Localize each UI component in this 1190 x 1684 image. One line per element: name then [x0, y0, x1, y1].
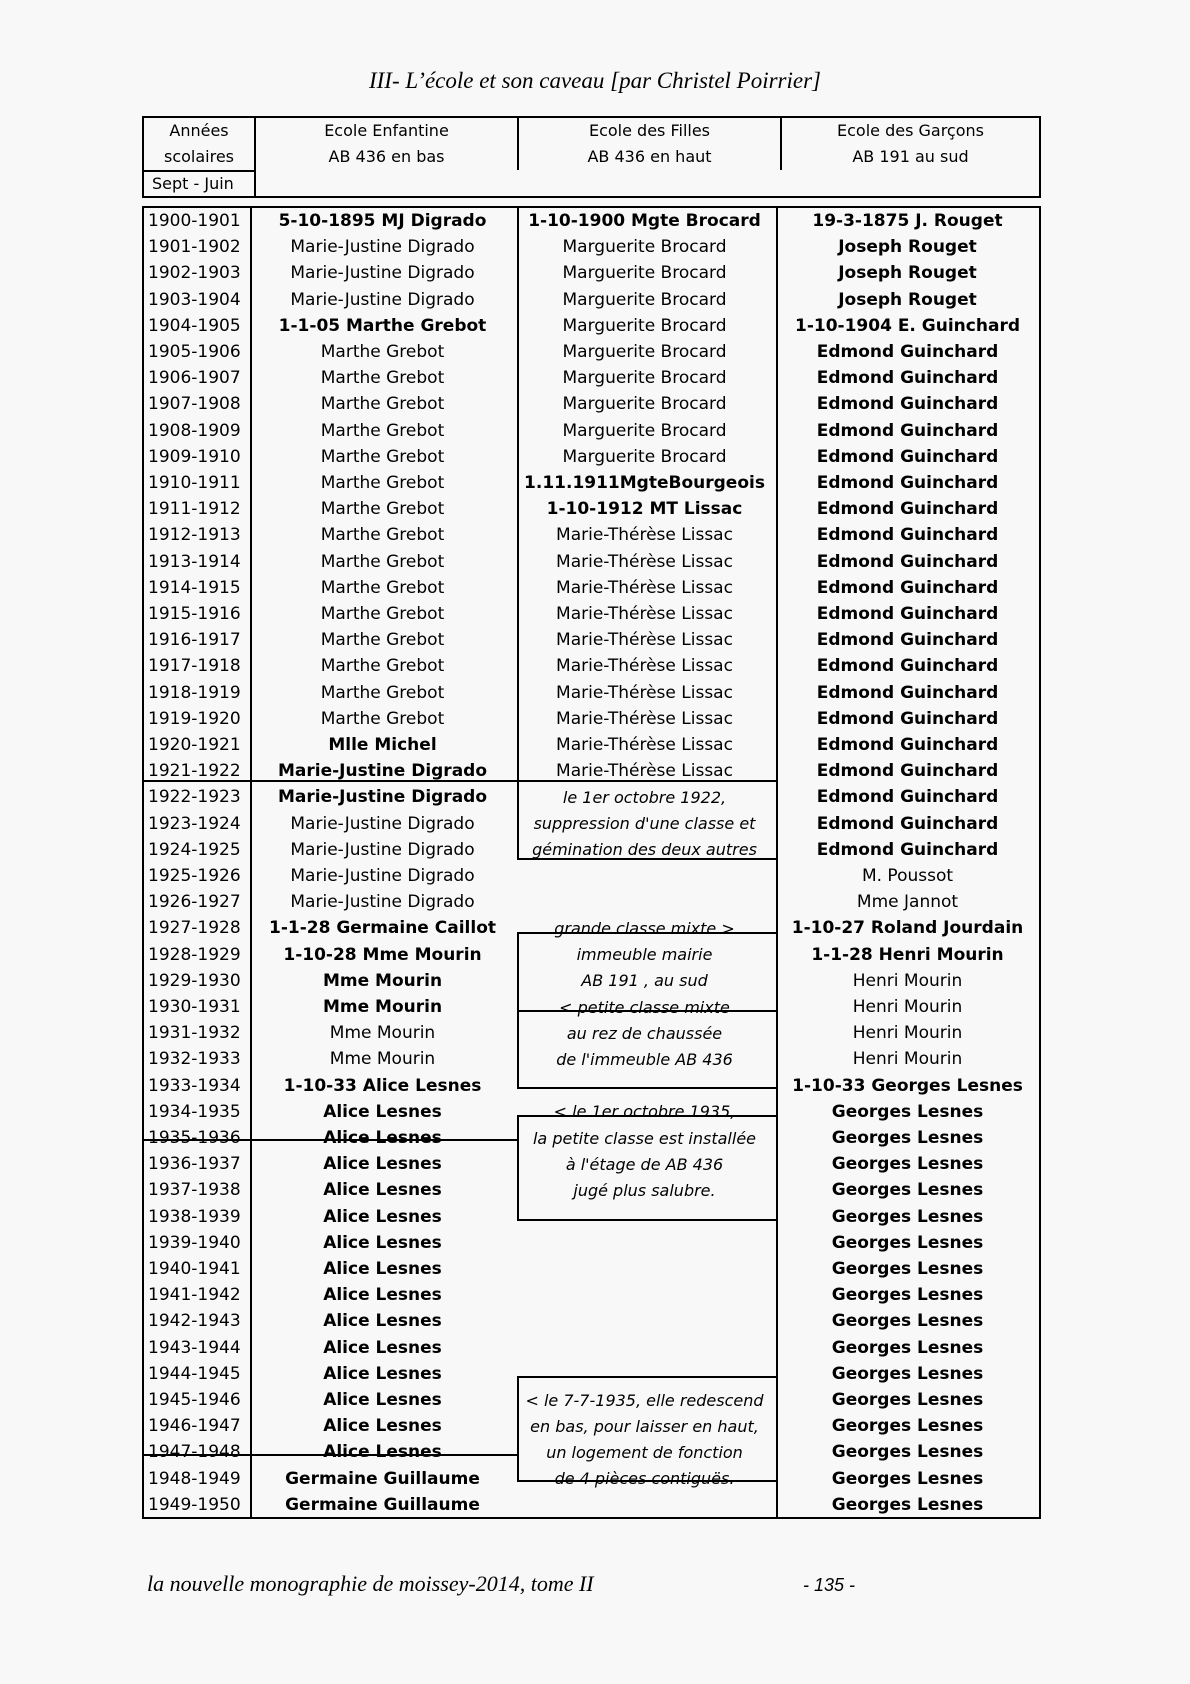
filles-cell: immeuble mairie	[576, 945, 713, 965]
enfantine-cell: Alice Lesnes	[323, 1206, 442, 1227]
table-row	[144, 1282, 1039, 1308]
year-cell: 1909-1910	[148, 446, 241, 467]
table-row	[144, 627, 1039, 653]
year-cell: 1934-1935	[148, 1101, 241, 1122]
year-cell: 1942-1943	[148, 1311, 241, 1332]
enfantine-cell: Alice Lesnes	[323, 1128, 442, 1149]
enfantine-cell: Marthe Grebot	[320, 656, 445, 677]
year-cell: 1910-1911	[148, 473, 241, 494]
filles-cell: Marguerite Brocard	[562, 446, 727, 467]
enfantine-cell: 1-10-28 Mme Mourin	[283, 944, 482, 965]
table-row	[144, 994, 1039, 1020]
garcons-cell: Edmond Guinchard	[816, 551, 999, 572]
year-cell: 1936-1937	[148, 1154, 241, 1175]
garcons-cell: Georges Lesnes	[831, 1180, 984, 1201]
enfantine-cell: Alice Lesnes	[323, 1442, 442, 1463]
header-period: Sept - Juin	[144, 170, 256, 196]
garcons-cell: Edmond Guinchard	[816, 708, 999, 729]
year-cell: 1941-1942	[148, 1285, 241, 1306]
table-row	[144, 1439, 1039, 1465]
header-garcons-line1: Ecole des Garçons	[837, 121, 984, 140]
filles-cell: Marguerite Brocard	[562, 342, 727, 363]
enfantine-cell: Marthe Grebot	[320, 420, 445, 441]
year-cell: 1947-1948	[148, 1442, 241, 1463]
header-years	[144, 118, 256, 170]
enfantine-cell: Marie-Justine Digrado	[277, 787, 488, 808]
filles-cell: jugé plus salubre.	[573, 1180, 716, 1200]
garcons-cell: Georges Lesnes	[831, 1128, 984, 1149]
enfantine-cell: Mme Mourin	[322, 970, 443, 991]
footer-text: la nouvelle monographie de moissey-2014, tome II	[147, 1571, 594, 1596]
garcons-cell: Georges Lesnes	[831, 1285, 984, 1306]
table-row	[144, 522, 1039, 548]
garcons-cell: Edmond Guinchard	[816, 761, 999, 782]
year-cell: 1920-1921	[148, 735, 241, 756]
table-row	[144, 1308, 1039, 1334]
garcons-cell: Edmond Guinchard	[816, 577, 999, 598]
garcons-cell: Henri Mourin	[852, 997, 963, 1018]
enfantine-cell: Alice Lesnes	[323, 1285, 442, 1306]
enfantine-cell: Marthe Grebot	[320, 630, 445, 651]
year-cell: 1946-1947	[148, 1416, 241, 1437]
header-ecole-filles	[519, 118, 782, 170]
year-cell: 1922-1923	[148, 787, 241, 808]
year-cell: 1933-1934	[148, 1075, 241, 1096]
garcons-cell: Georges Lesnes	[831, 1390, 984, 1411]
year-cell: 1914-1915	[148, 577, 241, 598]
table-row	[144, 208, 1039, 234]
garcons-cell: 1-10-1904 E. Guinchard	[794, 315, 1020, 336]
filles-cell: le 1er octobre 1922,	[562, 787, 727, 807]
table-row	[144, 339, 1039, 365]
enfantine-cell: 1-1-05 Marthe Grebot	[278, 315, 487, 336]
table-row	[144, 575, 1039, 601]
table-row	[144, 1046, 1039, 1072]
year-cell: 1908-1909	[148, 420, 241, 441]
filles-cell: un logement de fonction	[546, 1442, 743, 1462]
table-row	[144, 601, 1039, 627]
table-row	[144, 365, 1039, 391]
garcons-cell: Henri Mourin	[852, 1049, 963, 1070]
enfantine-cell: Marthe Grebot	[320, 604, 445, 625]
year-cell: 1919-1920	[148, 708, 241, 729]
header-years-line2: scolaires	[163, 147, 235, 166]
year-cell: 1945-1946	[148, 1390, 241, 1411]
filles-cell: 1.11.1911MgteBourgeois	[524, 473, 765, 494]
garcons-cell: Edmond Guinchard	[816, 813, 999, 834]
table-row	[144, 1230, 1039, 1256]
year-cell: 1907-1908	[148, 394, 241, 415]
garcons-cell: Edmond Guinchard	[816, 630, 999, 651]
table-row	[144, 1020, 1039, 1046]
year-cell: 1903-1904	[148, 289, 241, 310]
table-row	[144, 1125, 1039, 1151]
year-cell: 1924-1925	[148, 839, 241, 860]
enfantine-cell: Alice Lesnes	[323, 1416, 442, 1437]
schools-table	[142, 206, 1041, 1519]
table-row	[144, 1204, 1039, 1230]
filles-cell: < le 1er octobre 1935,	[553, 1102, 736, 1122]
garcons-cell: Joseph Rouget	[838, 237, 977, 258]
filles-cell: Marguerite Brocard	[562, 263, 727, 284]
filles-cell: Marie-Thérèse Lissac	[556, 682, 733, 703]
enfantine-cell: Marie-Justine Digrado	[277, 761, 488, 782]
garcons-cell: Edmond Guinchard	[816, 839, 999, 860]
garcons-cell: Joseph Rouget	[838, 289, 977, 310]
year-cell: 1912-1913	[148, 525, 241, 546]
filles-cell: Marie-Thérèse Lissac	[556, 604, 733, 625]
filles-cell: Marie-Thérèse Lissac	[556, 656, 733, 677]
year-cell: 1913-1914	[148, 551, 241, 572]
enfantine-cell: Alice Lesnes	[323, 1337, 442, 1358]
garcons-cell: Mme Jannot	[856, 892, 959, 913]
filles-cell: Marguerite Brocard	[562, 289, 727, 310]
table-row	[144, 1413, 1039, 1439]
enfantine-cell: Marthe Grebot	[320, 551, 445, 572]
table-row	[144, 1387, 1039, 1413]
year-cell: 1916-1917	[148, 630, 241, 651]
garcons-cell: 1-10-27 Roland Jourdain	[791, 918, 1024, 939]
year-cell: 1925-1926	[148, 866, 241, 887]
enfantine-cell: Alice Lesnes	[323, 1390, 442, 1411]
enfantine-cell: 1-1-28 Germaine Caillot	[268, 918, 496, 939]
filles-cell: de 4 pièces contiguës.	[554, 1469, 735, 1489]
filles-cell: Marguerite Brocard	[562, 315, 727, 336]
enfantine-cell: Mme Mourin	[322, 997, 443, 1018]
year-cell: 1927-1928	[148, 918, 241, 939]
enfantine-cell: Alice Lesnes	[323, 1180, 442, 1201]
filles-cell: Marguerite Brocard	[562, 420, 727, 441]
garcons-cell: 1-10-33 Georges Lesnes	[792, 1075, 1023, 1096]
year-cell: 1900-1901	[148, 211, 241, 232]
page-title: III- L’école et son caveau [par Christel Poirrier]	[368, 68, 822, 93]
enfantine-cell: Marie-Justine Digrado	[290, 813, 475, 834]
enfantine-cell: Marthe Grebot	[320, 577, 445, 598]
table-row	[144, 287, 1039, 313]
enfantine-cell: Alice Lesnes	[323, 1259, 442, 1280]
table-row	[144, 1492, 1039, 1518]
garcons-cell: Georges Lesnes	[831, 1442, 984, 1463]
enfantine-cell: 1-10-33 Alice Lesnes	[283, 1075, 482, 1096]
garcons-cell: Georges Lesnes	[831, 1232, 984, 1253]
filles-cell: 1-10-1912 MT Lissac	[546, 499, 743, 520]
garcons-cell: Henri Mourin	[852, 970, 963, 991]
enfantine-cell: Marie-Justine Digrado	[290, 263, 475, 284]
table-row	[144, 1073, 1039, 1099]
filles-cell: suppression d'une classe et	[533, 814, 756, 834]
garcons-cell: 1-1-28 Henri Mourin	[811, 944, 1004, 965]
enfantine-cell: Alice Lesnes	[323, 1154, 442, 1175]
filles-cell: < petite classe mixte	[559, 997, 730, 1017]
enfantine-cell: 5-10-1895 MJ Digrado	[278, 211, 487, 232]
enfantine-cell: Marthe Grebot	[320, 525, 445, 546]
enfantine-cell: Marthe Grebot	[320, 394, 445, 415]
table-row	[144, 391, 1039, 417]
header-ecole-garcons	[782, 118, 1039, 170]
filles-cell: à l'étage de AB 436	[565, 1154, 724, 1174]
garcons-cell: Edmond Guinchard	[816, 525, 999, 546]
year-cell: 1905-1906	[148, 342, 241, 363]
table-row	[144, 1335, 1039, 1361]
garcons-cell: Edmond Guinchard	[816, 735, 999, 756]
header-garcons-line2: AB 191 au sud	[852, 147, 969, 166]
enfantine-cell: Marie-Justine Digrado	[290, 237, 475, 258]
year-cell: 1929-1930	[148, 970, 241, 991]
garcons-cell: Georges Lesnes	[831, 1311, 984, 1332]
garcons-cell: Edmond Guinchard	[816, 473, 999, 494]
page-number: - 135 -	[803, 1575, 856, 1595]
table-row	[144, 470, 1039, 496]
year-cell: 1902-1903	[148, 263, 241, 284]
garcons-cell: Edmond Guinchard	[816, 368, 999, 389]
year-cell: 1918-1919	[148, 682, 241, 703]
garcons-cell: M. Poussot	[861, 866, 954, 887]
table-row	[144, 1151, 1039, 1177]
header-years-line1: Années	[169, 121, 229, 140]
filles-cell: Marguerite Brocard	[562, 394, 727, 415]
year-cell: 1944-1945	[148, 1363, 241, 1384]
garcons-cell: 19-3-1875 J. Rouget	[812, 211, 1003, 232]
filles-cell: Marie-Thérèse Lissac	[556, 708, 733, 729]
header-enfantine-line2: AB 436 en bas	[328, 147, 445, 166]
enfantine-cell: Marthe Grebot	[320, 446, 445, 467]
enfantine-cell: Mme Mourin	[329, 1023, 436, 1044]
year-cell: 1937-1938	[148, 1180, 241, 1201]
garcons-cell: Edmond Guinchard	[816, 420, 999, 441]
filles-cell: Marie-Thérèse Lissac	[556, 525, 733, 546]
garcons-cell: Henri Mourin	[852, 1023, 963, 1044]
table-row	[144, 444, 1039, 470]
garcons-cell: Edmond Guinchard	[816, 656, 999, 677]
filles-cell: < le 7-7-1935, elle redescend	[525, 1390, 764, 1410]
garcons-cell: Georges Lesnes	[831, 1416, 984, 1437]
filles-cell: AB 191 , au sud	[581, 971, 708, 991]
year-cell: 1940-1941	[148, 1259, 241, 1280]
year-cell: 1938-1939	[148, 1206, 241, 1227]
year-cell: 1904-1905	[148, 315, 241, 336]
year-cell: 1932-1933	[148, 1049, 241, 1070]
year-cell: 1931-1932	[148, 1023, 241, 1044]
enfantine-cell: Marie-Justine Digrado	[290, 839, 475, 860]
table-row	[144, 732, 1039, 758]
filles-cell: grande classe mixte >	[554, 918, 735, 938]
enfantine-cell: Marthe Grebot	[320, 499, 445, 520]
enfantine-cell: Germaine Guillaume	[285, 1468, 480, 1489]
filles-cell: Marie-Thérèse Lissac	[556, 630, 733, 651]
garcons-cell: Edmond Guinchard	[816, 682, 999, 703]
header-filles-line2: AB 436 en haut	[587, 147, 712, 166]
filles-cell: Marie-Thérèse Lissac	[556, 577, 733, 598]
filles-cell: Marguerite Brocard	[562, 368, 727, 389]
filles-cell: Marie-Thérèse Lissac	[556, 735, 733, 756]
table-header	[142, 116, 1041, 198]
year-cell: 1917-1918	[148, 656, 241, 677]
filles-cell: la petite classe est installée	[532, 1128, 757, 1148]
garcons-cell: Georges Lesnes	[831, 1154, 984, 1175]
table-row	[144, 863, 1039, 889]
filles-cell: Marie-Thérèse Lissac	[556, 551, 733, 572]
year-cell: 1911-1912	[148, 499, 241, 520]
filles-cell: Marguerite Brocard	[562, 237, 727, 258]
filles-cell: au rez de chaussée	[566, 1023, 723, 1043]
table-row	[144, 1256, 1039, 1282]
garcons-cell: Edmond Guinchard	[816, 394, 999, 415]
table-row	[144, 653, 1039, 679]
year-cell: 1921-1922	[148, 761, 241, 782]
table-row	[144, 811, 1039, 837]
enfantine-cell: Marie-Justine Digrado	[290, 892, 475, 913]
table-row	[144, 680, 1039, 706]
table-row	[144, 418, 1039, 444]
year-cell: 1939-1940	[148, 1232, 241, 1253]
garcons-cell: Georges Lesnes	[831, 1337, 984, 1358]
enfantine-cell: Mlle Michel	[328, 735, 437, 756]
filles-cell: gémination des deux autres	[532, 840, 757, 860]
table-row	[144, 549, 1039, 575]
year-cell: 1928-1929	[148, 944, 241, 965]
garcons-cell: Georges Lesnes	[831, 1101, 984, 1122]
garcons-cell: Edmond Guinchard	[816, 604, 999, 625]
garcons-cell: Joseph Rouget	[838, 263, 977, 284]
enfantine-cell: Marthe Grebot	[320, 682, 445, 703]
garcons-cell: Georges Lesnes	[831, 1363, 984, 1384]
table-row	[144, 1099, 1039, 1125]
table-row	[144, 313, 1039, 339]
table-row	[144, 758, 1039, 784]
garcons-cell: Georges Lesnes	[831, 1468, 984, 1489]
garcons-cell: Georges Lesnes	[831, 1259, 984, 1280]
table-row	[144, 915, 1039, 941]
enfantine-cell: Marie-Justine Digrado	[290, 866, 475, 887]
year-cell: 1930-1931	[148, 997, 241, 1018]
enfantine-cell: Marie-Justine Digrado	[290, 289, 475, 310]
filles-cell: 1-10-1900 Mgte Brocard	[528, 211, 761, 232]
table-row	[144, 1177, 1039, 1203]
table-row	[144, 1466, 1039, 1492]
enfantine-cell: Alice Lesnes	[323, 1232, 442, 1253]
filles-cell: Marie-Thérèse Lissac	[556, 761, 733, 782]
year-cell: 1906-1907	[148, 368, 241, 389]
enfantine-cell: Alice Lesnes	[323, 1101, 442, 1122]
enfantine-cell: Alice Lesnes	[323, 1363, 442, 1384]
table-row	[144, 706, 1039, 732]
header-enfantine-line1: Ecole Enfantine	[324, 121, 449, 140]
garcons-cell: Edmond Guinchard	[816, 446, 999, 467]
year-cell: 1949-1950	[148, 1494, 241, 1515]
enfantine-cell: Mme Mourin	[329, 1049, 436, 1070]
enfantine-cell: Marthe Grebot	[320, 342, 445, 363]
table-row	[144, 260, 1039, 286]
garcons-cell: Edmond Guinchard	[816, 499, 999, 520]
header-filles-line1: Ecole des Filles	[588, 121, 711, 140]
year-cell: 1923-1924	[148, 813, 241, 834]
table-row	[144, 234, 1039, 260]
garcons-cell: Georges Lesnes	[831, 1206, 984, 1227]
table-row	[144, 837, 1039, 863]
garcons-cell: Edmond Guinchard	[816, 342, 999, 363]
header-ecole-enfantine	[256, 118, 519, 170]
table-row	[144, 496, 1039, 522]
year-cell: 1915-1916	[148, 604, 241, 625]
table-row	[144, 889, 1039, 915]
enfantine-cell: Marthe Grebot	[320, 473, 445, 494]
year-cell: 1948-1949	[148, 1468, 241, 1489]
table-row	[144, 1361, 1039, 1387]
enfantine-cell: Marthe Grebot	[320, 368, 445, 389]
enfantine-cell: Germaine Guillaume	[285, 1494, 480, 1515]
filles-cell: de l'immeuble AB 436	[556, 1049, 733, 1069]
table-row	[144, 942, 1039, 968]
garcons-cell: Georges Lesnes	[831, 1494, 984, 1515]
year-cell: 1901-1902	[148, 237, 241, 258]
year-cell: 1943-1944	[148, 1337, 241, 1358]
garcons-cell: Edmond Guinchard	[816, 787, 999, 808]
year-cell: 1926-1927	[148, 892, 241, 913]
enfantine-cell: Alice Lesnes	[323, 1311, 442, 1332]
filles-cell: en bas, pour laisser en haut,	[530, 1416, 759, 1436]
table-row	[144, 968, 1039, 994]
table-row	[144, 784, 1039, 810]
enfantine-cell: Marthe Grebot	[320, 708, 445, 729]
year-cell: 1935-1936	[148, 1128, 241, 1149]
